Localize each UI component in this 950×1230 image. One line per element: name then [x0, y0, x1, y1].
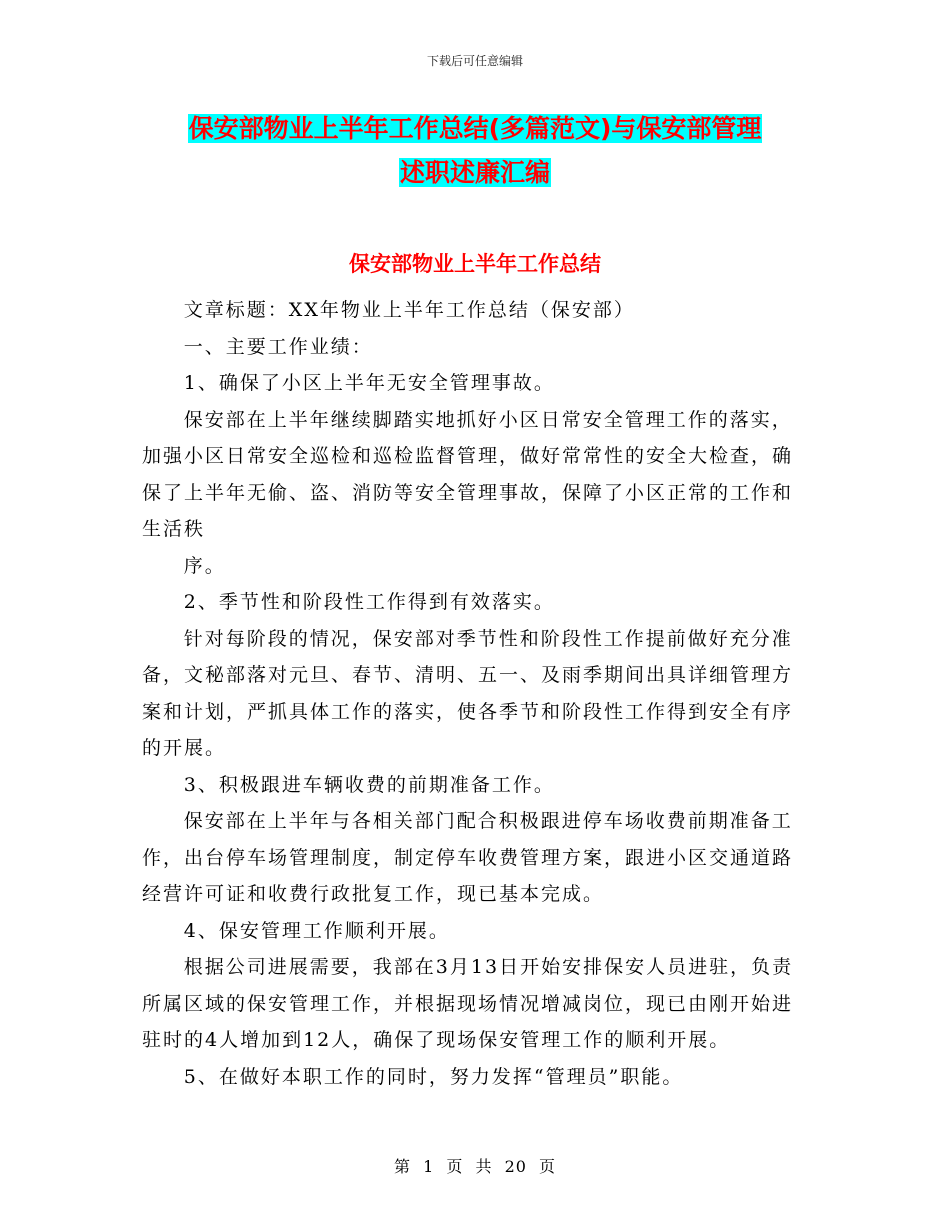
current-page-number: 1 [423, 1157, 435, 1176]
paragraph: 2、季节性和阶段性工作得到有效落实。 [183, 591, 555, 613]
paragraph: 3、积极跟进车辆收费的前期准备工作。 [183, 773, 555, 796]
document-title-text-2: 述职述廉汇编 [399, 158, 550, 187]
paragraph: 1、确保了小区上半年无安全管理事故。 [183, 372, 555, 394]
total-pages-number: 20 [504, 1157, 527, 1176]
paragraph: 针对每阶段的情况，保安部对季节性和阶段性工作提前做好充分准备，文秘部落对元旦、春节、清明、五一、及雨季期间出具详细管理方案和计划，严抓具体工作的落实，使各季节和阶段性工作得到安全有序的开展。 [142, 627, 794, 759]
paragraph: 保安部在上半年与各相关部门配合积极跟进停车场收费前期准备工作，出台停车场管理制度，制定停车收费管理方案，跟进小区交通道路经营许可证和收费行政批复工作，现已基本完成。 [142, 810, 794, 905]
footer-label-unit: 页 [446, 1157, 464, 1176]
paragraph: 5、在做好本职工作的同时，努力发挥“管理员”职能。 [183, 1065, 684, 1088]
document-body [142, 292, 810, 1095]
paragraph: 文章标题：XX年物业上半年工作总结（保安部） [183, 299, 635, 321]
footer-label-unit-2: 页 [539, 1157, 557, 1176]
footer-label-page: 第 [393, 1157, 411, 1176]
footer-label-total: 共 [475, 1157, 493, 1176]
paragraph: 序。 [183, 554, 226, 577]
document-title-line-1 [0, 112, 950, 146]
paragraph: 保安部在上半年继续脚踏实地抓好小区日常安全管理工作的落实，加强小区日常安全巡检和巡检监督管理，做好常常性的安全大检查，确保了上半年无偷、盗、消防等安全管理事故，保障了小区正常的工作和生活秩 [142, 408, 794, 540]
paragraph: 4、保安管理工作顺利开展。 [183, 919, 450, 942]
section-title: 保安部物业上半年工作总结 [349, 252, 601, 276]
document-title-text-1: 保安部物业上半年工作总结(多篇范文)与保安部管理 [188, 114, 762, 143]
paragraph: 一、主要工作业绩： [183, 335, 373, 358]
header-note: 下载后可任意编辑 [426, 54, 523, 68]
paragraph: 根据公司进展需要，我部在3月13日开始安排保安人员进驻，负责所属区域的保安管理工作，并根据现场情况增减岗位，现已由刚开始进驻时的4人增加到12人，确保了现场保安管理工作的顺利开展。 [142, 956, 794, 1051]
document-title-line-2 [0, 156, 950, 190]
page-footer [0, 1154, 950, 1177]
